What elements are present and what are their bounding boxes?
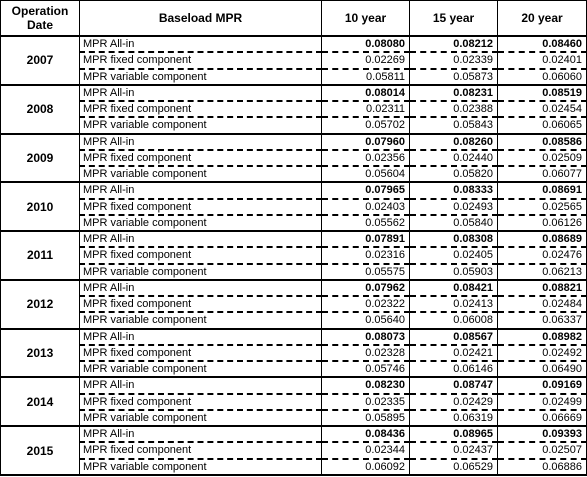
value-15-year: 0.08212 [410, 36, 498, 52]
table-row [1, 231, 587, 247]
value-15-year: 0.05873 [410, 69, 498, 85]
value-20-year: 0.08689 [498, 231, 587, 247]
value-10-year: 0.06092 [322, 459, 410, 476]
value-15-year: 0.08260 [410, 134, 498, 150]
value-15-year: 0.08965 [410, 426, 498, 442]
table-row [1, 264, 587, 280]
value-10-year: 0.05604 [322, 166, 410, 182]
value-15-year: 0.08747 [410, 377, 498, 393]
table-row [1, 442, 587, 458]
value-20-year: 0.06077 [498, 166, 587, 182]
table-row [1, 36, 587, 52]
value-15-year: 0.08308 [410, 231, 498, 247]
component-label: MPR All-in [80, 182, 322, 198]
value-10-year: 0.05640 [322, 312, 410, 328]
value-10-year: 0.05811 [322, 69, 410, 85]
value-15-year: 0.02421 [410, 345, 498, 361]
value-10-year: 0.07962 [322, 280, 410, 296]
component-label: MPR fixed component [80, 101, 322, 117]
component-label: MPR All-in [80, 85, 322, 101]
header-operation-date: Operation Date [1, 1, 80, 37]
value-15-year: 0.08567 [410, 329, 498, 345]
value-10-year: 0.02311 [322, 101, 410, 117]
table-row [1, 199, 587, 215]
table-row [1, 150, 587, 166]
table-row [1, 296, 587, 312]
header-row [1, 1, 587, 37]
value-10-year: 0.08230 [322, 377, 410, 393]
operation-date-cell: 2007 [1, 36, 80, 85]
value-20-year: 0.02507 [498, 442, 587, 458]
value-10-year: 0.08014 [322, 85, 410, 101]
value-20-year: 0.08982 [498, 329, 587, 345]
value-10-year: 0.05575 [322, 264, 410, 280]
table-row [1, 312, 587, 328]
value-20-year: 0.02509 [498, 150, 587, 166]
table-row [1, 182, 587, 198]
value-15-year: 0.02413 [410, 296, 498, 312]
table-row [1, 247, 587, 263]
value-10-year: 0.07960 [322, 134, 410, 150]
value-10-year: 0.05895 [322, 410, 410, 426]
value-10-year: 0.08436 [322, 426, 410, 442]
value-15-year: 0.05840 [410, 215, 498, 231]
value-15-year: 0.02440 [410, 150, 498, 166]
header-20-year: 20 year [498, 1, 587, 37]
value-20-year: 0.02565 [498, 199, 587, 215]
component-label: MPR fixed component [80, 199, 322, 215]
component-label: MPR All-in [80, 134, 322, 150]
value-10-year: 0.05746 [322, 361, 410, 377]
table-row [1, 134, 587, 150]
value-20-year: 0.06060 [498, 69, 587, 85]
table-row [1, 345, 587, 361]
component-label: MPR variable component [80, 215, 322, 231]
value-15-year: 0.06146 [410, 361, 498, 377]
table-row [1, 280, 587, 296]
component-label: MPR fixed component [80, 247, 322, 263]
value-10-year: 0.08073 [322, 329, 410, 345]
operation-date-cell: 2013 [1, 329, 80, 378]
table-row [1, 361, 587, 377]
operation-date-cell: 2012 [1, 280, 80, 329]
component-label: MPR fixed component [80, 394, 322, 410]
component-label: MPR variable component [80, 410, 322, 426]
value-15-year: 0.05903 [410, 264, 498, 280]
value-20-year: 0.02401 [498, 52, 587, 68]
value-10-year: 0.05562 [322, 215, 410, 231]
component-label: MPR All-in [80, 36, 322, 52]
operation-date-cell: 2010 [1, 182, 80, 231]
value-20-year: 0.08691 [498, 182, 587, 198]
value-10-year: 0.07891 [322, 231, 410, 247]
component-label: MPR variable component [80, 69, 322, 85]
table-row [1, 410, 587, 426]
component-label: MPR variable component [80, 166, 322, 182]
value-15-year: 0.02339 [410, 52, 498, 68]
value-10-year: 0.02322 [322, 296, 410, 312]
component-label: MPR All-in [80, 329, 322, 345]
value-20-year: 0.02476 [498, 247, 587, 263]
component-label: MPR All-in [80, 377, 322, 393]
component-label: MPR variable component [80, 361, 322, 377]
component-label: MPR variable component [80, 117, 322, 133]
table-row [1, 69, 587, 85]
value-20-year: 0.08519 [498, 85, 587, 101]
value-20-year: 0.06213 [498, 264, 587, 280]
table-header [1, 1, 587, 37]
value-15-year: 0.06319 [410, 410, 498, 426]
operation-date-cell: 2008 [1, 85, 80, 134]
value-15-year: 0.08421 [410, 280, 498, 296]
component-label: MPR fixed component [80, 150, 322, 166]
operation-date-cell: 2014 [1, 377, 80, 426]
value-10-year: 0.02356 [322, 150, 410, 166]
value-10-year: 0.02335 [322, 394, 410, 410]
value-20-year: 0.06337 [498, 312, 587, 328]
value-10-year: 0.05702 [322, 117, 410, 133]
value-20-year: 0.06126 [498, 215, 587, 231]
value-15-year: 0.08231 [410, 85, 498, 101]
value-20-year: 0.06669 [498, 410, 587, 426]
component-label: MPR All-in [80, 280, 322, 296]
component-label: MPR All-in [80, 231, 322, 247]
table-row [1, 117, 587, 133]
header-10-year: 10 year [322, 1, 410, 37]
value-15-year: 0.02405 [410, 247, 498, 263]
operation-date-cell: 2009 [1, 134, 80, 183]
value-20-year: 0.09393 [498, 426, 587, 442]
operation-date-cell: 2011 [1, 231, 80, 280]
table-row [1, 101, 587, 117]
value-15-year: 0.06529 [410, 459, 498, 476]
value-20-year: 0.08821 [498, 280, 587, 296]
table-row [1, 426, 587, 442]
value-10-year: 0.02344 [322, 442, 410, 458]
value-20-year: 0.06886 [498, 459, 587, 476]
value-20-year: 0.02492 [498, 345, 587, 361]
component-label: MPR fixed component [80, 345, 322, 361]
component-label: MPR variable component [80, 264, 322, 280]
value-15-year: 0.05820 [410, 166, 498, 182]
table-row [1, 215, 587, 231]
value-20-year: 0.02499 [498, 394, 587, 410]
value-20-year: 0.06065 [498, 117, 587, 133]
value-10-year: 0.08080 [322, 36, 410, 52]
table-row [1, 377, 587, 393]
value-20-year: 0.08460 [498, 36, 587, 52]
value-10-year: 0.02316 [322, 247, 410, 263]
value-15-year: 0.02429 [410, 394, 498, 410]
operation-date-cell: 2015 [1, 426, 80, 475]
value-15-year: 0.06008 [410, 312, 498, 328]
table-row [1, 329, 587, 345]
value-10-year: 0.02403 [322, 199, 410, 215]
value-15-year: 0.08333 [410, 182, 498, 198]
header-baseload-mpr: Baseload MPR [80, 1, 322, 37]
table-row [1, 166, 587, 182]
table-row [1, 85, 587, 101]
value-10-year: 0.02269 [322, 52, 410, 68]
value-20-year: 0.02484 [498, 296, 587, 312]
table-row [1, 394, 587, 410]
value-15-year: 0.05843 [410, 117, 498, 133]
component-label: MPR All-in [80, 426, 322, 442]
component-label: MPR variable component [80, 459, 322, 476]
value-20-year: 0.09169 [498, 377, 587, 393]
component-label: MPR fixed component [80, 296, 322, 312]
table-row [1, 52, 587, 68]
value-20-year: 0.08586 [498, 134, 587, 150]
value-15-year: 0.02388 [410, 101, 498, 117]
value-20-year: 0.02454 [498, 101, 587, 117]
component-label: MPR fixed component [80, 442, 322, 458]
value-10-year: 0.07965 [322, 182, 410, 198]
table-row [1, 459, 587, 476]
component-label: MPR fixed component [80, 52, 322, 68]
component-label: MPR variable component [80, 312, 322, 328]
value-15-year: 0.02493 [410, 199, 498, 215]
value-20-year: 0.06490 [498, 361, 587, 377]
value-10-year: 0.02328 [322, 345, 410, 361]
header-15-year: 15 year [410, 1, 498, 37]
table-body [1, 36, 587, 475]
value-15-year: 0.02437 [410, 442, 498, 458]
